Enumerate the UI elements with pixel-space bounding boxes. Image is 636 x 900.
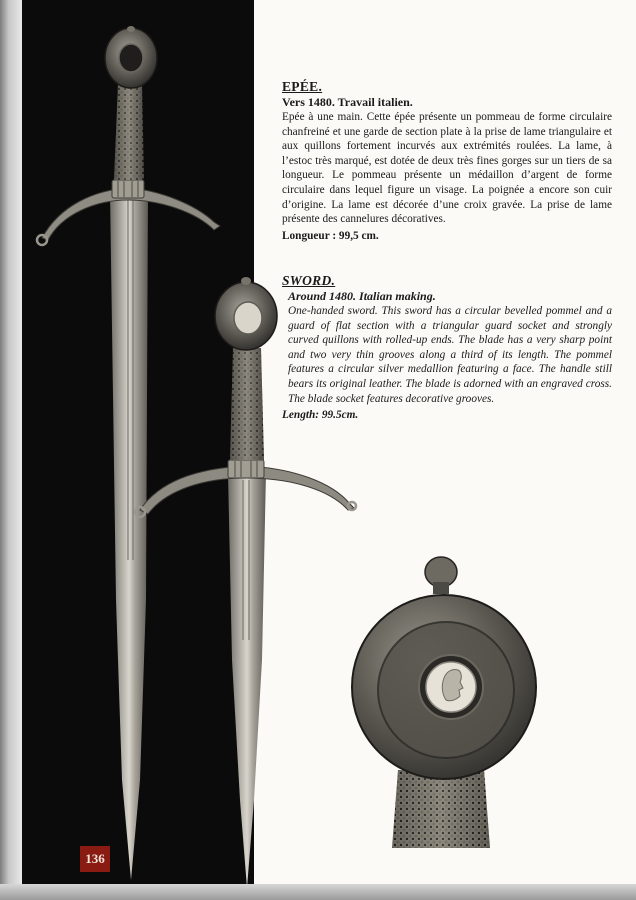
pommel-detail [352, 557, 536, 848]
english-title: SWORD. [282, 273, 336, 288]
page-number: 136 [80, 846, 110, 872]
sword-one-blade [110, 192, 148, 880]
french-title: EPÉE. [282, 79, 323, 94]
english-description [282, 272, 612, 423]
english-body: One-handed sword. This sword has a circular bevelled pommel and a guard of flat section with a triangular guard socket and strongly curved quillons with rolled-up ends. The blade has a very sharp point and two very thin grooves along a third of its length. The pommel features a circular silver medallion featuring a face. The handle still bears its original leather. The blade is adorned with an engraved cross. The blade socket features decorative grooves. [288, 305, 612, 405]
english-length: Length: 99.5cm. [282, 409, 359, 422]
medallion-face-profile [442, 669, 463, 700]
french-length: Longueur : 99,5 cm. [282, 229, 379, 242]
sword-one [37, 26, 220, 880]
french-subtitle: Vers 1480. Travail italien. [282, 95, 413, 109]
sword-two-guard-socket [228, 460, 264, 478]
sword-two-medallion [234, 302, 262, 334]
sword-one-guard-socket [112, 180, 144, 198]
french-body: Epée à une main. Cette épée présente un pommeau de forme circulaire chanfreiné et une garde de section plate à la prise de lame triangulaire et aux quillons fortement incurvés aux extrémités roulées. La lame, à l’estoc très marqué, est dotée de deux très fines gorges sur un tiers de sa longueur. Le pommeau présente un médaillon d’argent de forme circulaire dans lequel figure un visage. La poignée a encore son cuir d’origine. La lame est décorée d’une croix gravée. La prise de lame présente des cannelures décoratives. [282, 111, 612, 226]
sword-two-blade [228, 472, 266, 888]
english-subtitle: Around 1480. Italian making. [288, 289, 436, 303]
french-description [282, 78, 612, 243]
